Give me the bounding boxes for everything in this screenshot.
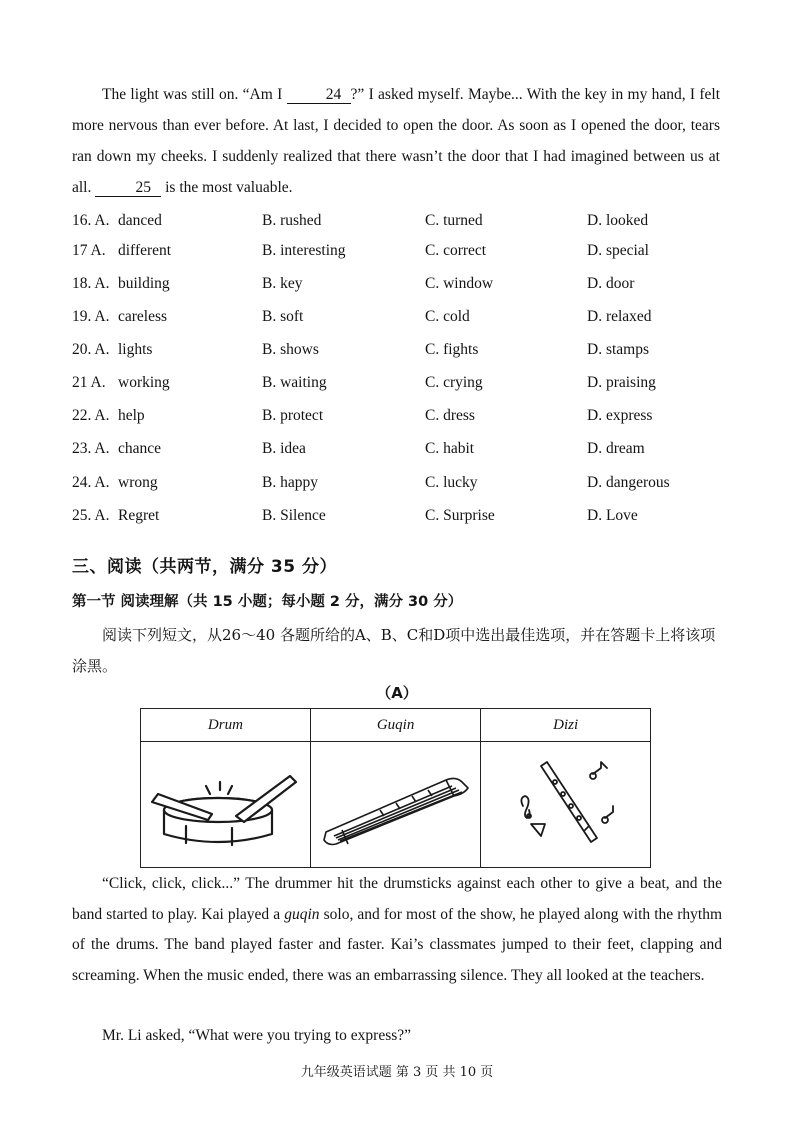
cloze-text: The light was still on. “Am I bbox=[102, 86, 287, 103]
blank-25: 25 bbox=[95, 179, 161, 197]
q25-option-d: D. Love bbox=[587, 507, 638, 524]
q20-option-c: C. fights bbox=[425, 341, 479, 358]
q18-option-num: 18. A. bbox=[72, 275, 110, 292]
q23-option-a: chance bbox=[118, 440, 162, 457]
q25-option-b: B. Silence bbox=[262, 507, 326, 524]
page-footer: 九年级英语试题 第 3 页 共 10 页 bbox=[300, 1065, 494, 1080]
story-italic-guqin: guqin bbox=[284, 905, 320, 923]
q17-option-b: B. interesting bbox=[262, 242, 346, 259]
story-paragraph-2: Mr. Li asked, “What were you trying to express?” bbox=[102, 1027, 412, 1044]
instrument-header-drum: Drum bbox=[141, 709, 311, 742]
q22-option-b: B. protect bbox=[262, 407, 324, 424]
q24-option-a: wrong bbox=[118, 474, 158, 491]
instruction-body: 阅读下列短文，从26～40 各题所给的A、B、C和D项中选出最佳选项，并在答题卡上将该项涂黑。 bbox=[72, 626, 716, 675]
q25-option-num: 25. A. bbox=[72, 507, 110, 524]
q18-option-a: building bbox=[118, 275, 170, 292]
q19-option-c: C. cold bbox=[425, 308, 470, 325]
guqin-icon bbox=[316, 752, 476, 852]
q24-option-d: D. dangerous bbox=[587, 474, 670, 491]
q18-option-d: D. door bbox=[587, 275, 635, 292]
q17-option-c: C. correct bbox=[425, 242, 487, 259]
dizi-illustration-cell bbox=[481, 742, 651, 868]
story-paragraph bbox=[72, 869, 722, 991]
q23-option-c: C. habit bbox=[425, 440, 475, 457]
q20-option-b: B. shows bbox=[262, 341, 319, 358]
q16-option-d: D. looked bbox=[587, 212, 649, 229]
section-title: 三、阅读（共两节，满分 35 分） bbox=[72, 557, 337, 577]
q20-option-num: 20. A. bbox=[72, 341, 110, 358]
q16-option-num: 16. A. bbox=[72, 212, 110, 229]
cloze-text: is the most valuable. bbox=[161, 179, 293, 196]
q21-option-num: 21 A. bbox=[72, 374, 106, 391]
q22-option-a: help bbox=[118, 407, 145, 424]
q19-option-b: B. soft bbox=[262, 308, 304, 325]
q24-option-c: C. lucky bbox=[425, 474, 478, 491]
q18-option-c: C. window bbox=[425, 275, 494, 292]
drum-icon bbox=[150, 752, 300, 852]
q20-option-d: D. stamps bbox=[587, 341, 649, 358]
q19-option-a: careless bbox=[118, 308, 168, 325]
q23-option-num: 23. A. bbox=[72, 440, 110, 457]
q16-option-b: B. rushed bbox=[262, 212, 322, 229]
q24-option-num: 24. A. bbox=[72, 474, 110, 491]
q25-option-a: Regret bbox=[118, 507, 160, 524]
q20-option-a: lights bbox=[118, 341, 153, 358]
q22-option-num: 22. A. bbox=[72, 407, 110, 424]
cloze-paragraph-end bbox=[72, 79, 720, 203]
q16-option-c: C. turned bbox=[425, 212, 483, 229]
q23-option-b: B. idea bbox=[262, 440, 306, 457]
q21-option-c: C. crying bbox=[425, 374, 483, 391]
q17-option-a: different bbox=[118, 242, 172, 259]
instrument-header-dizi: Dizi bbox=[481, 709, 651, 742]
q23-option-d: D. dream bbox=[587, 440, 645, 457]
q19-option-num: 19. A. bbox=[72, 308, 110, 325]
q19-option-d: D. relaxed bbox=[587, 308, 652, 325]
q25-option-c: C. Surprise bbox=[425, 507, 495, 524]
q22-option-d: D. express bbox=[587, 407, 653, 424]
q17-option-d: D. special bbox=[587, 242, 649, 259]
instrument-header-guqin: Guqin bbox=[310, 709, 480, 742]
instruction-text bbox=[72, 620, 722, 682]
blank-24: 24 bbox=[287, 86, 351, 104]
q18-option-b: B. key bbox=[262, 275, 303, 292]
dizi-icon bbox=[501, 752, 631, 852]
story-text: solo, and for most of the show, he played along with the rhythm of the drums. The band played faster and faster. Kai’s classmates jumped to their feet, clapping and screaming. When the music ended, there was an embarrassing silence. They all looked at the teachers. bbox=[72, 905, 722, 984]
q24-option-b: B. happy bbox=[262, 474, 318, 491]
cloze-text: ?” I asked myself. Maybe... With the key in my hand, I felt more nervous than ever before. At last, I decided to open the door. As soon as I opened the door, tears ran down my cheeks. I suddenly realized that there wasn’t the door that I had imagined between us at all. bbox=[72, 86, 721, 196]
passage-label: （A） bbox=[376, 684, 418, 702]
q21-option-b: B. waiting bbox=[262, 374, 327, 391]
q16-option-a: danced bbox=[118, 212, 162, 229]
instrument-table bbox=[140, 708, 651, 868]
q22-option-c: C. dress bbox=[425, 407, 475, 424]
subsection-title: 第一节 阅读理解（共 15 小题；每小题 2 分，满分 30 分） bbox=[72, 594, 463, 610]
q17-option-num: 17 A. bbox=[72, 242, 106, 259]
q21-option-d: D. praising bbox=[587, 374, 656, 391]
story-text: “Click, click, click...” The drummer hit the drumsticks against each other to give a beat, and the band started to play. Kai played a bbox=[72, 875, 722, 923]
q21-option-a: working bbox=[118, 374, 170, 391]
guqin-illustration-cell bbox=[310, 742, 480, 868]
drum-illustration-cell bbox=[141, 742, 311, 868]
